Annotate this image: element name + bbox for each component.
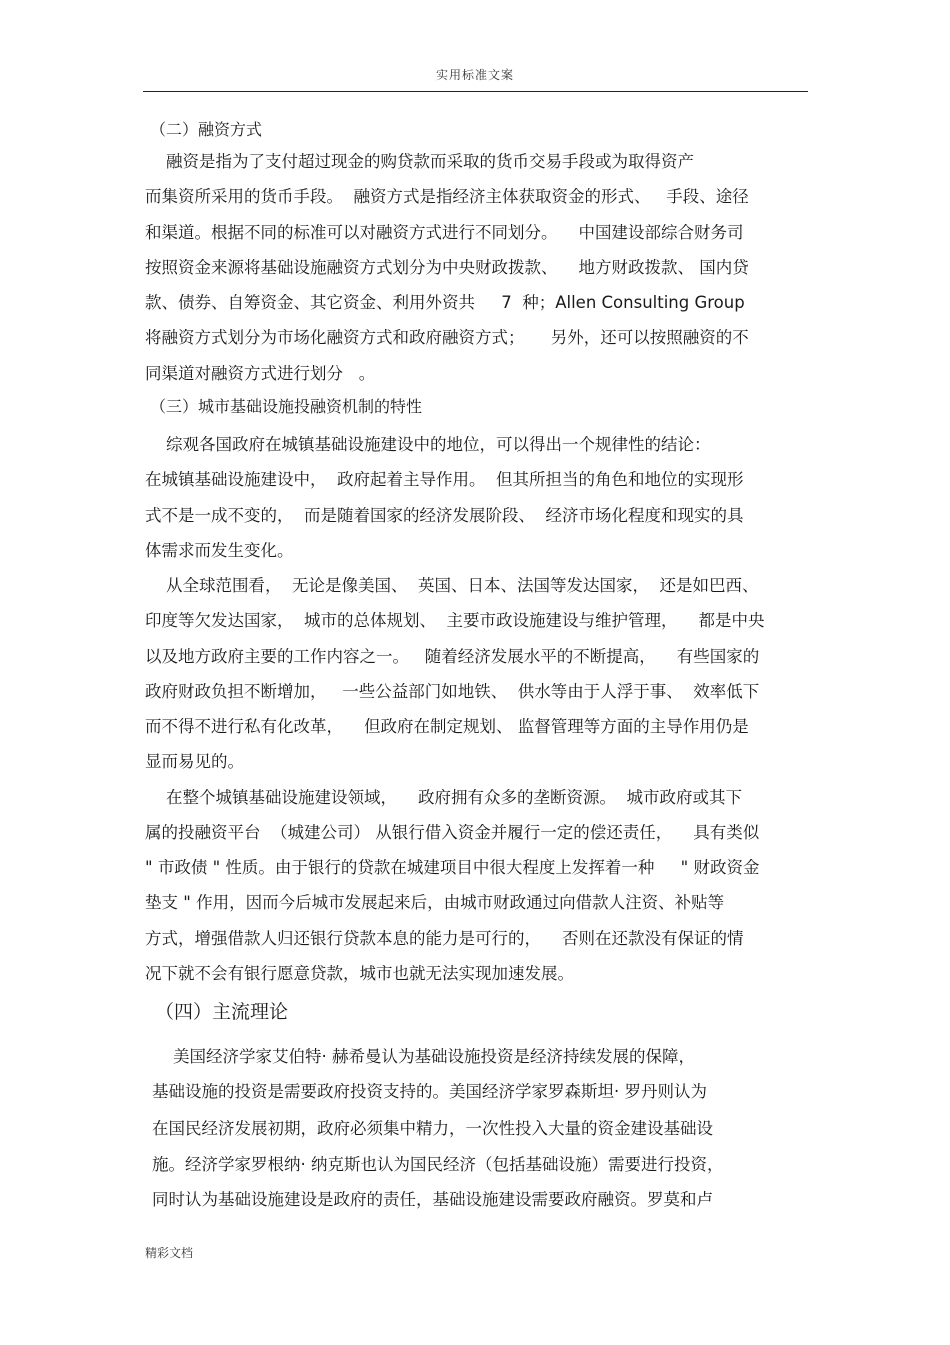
paragraph-line: 垫支 " 作用，因而今后城市发展起来后，由城市财政通过向借款人注资、补贴等 — [145, 893, 725, 912]
paragraph-line: 在整个城镇基础设施建设领域， 政府拥有众多的垄断资源。 城市政府或其下 — [145, 788, 742, 807]
paragraph-line: 将融资方式划分为市场化融资方式和政府融资方式； 另外，还可以按照融资的不 — [145, 328, 749, 347]
paragraph-line: 和渠道。根据不同的标准可以对融资方式进行不同划分。 中国建设部综合财务司 — [145, 223, 744, 242]
paragraph-line: 显而易见的。 — [145, 752, 244, 771]
paragraph-line: 款、债券、自筹资金、其它资金、利用外资共 7 种；Allen Consulting Group — [145, 293, 745, 312]
paragraph-line: 按照资金来源将基础设施融资方式划分为中央财政拨款、 地方财政拨款、 国内贷 — [145, 258, 749, 277]
paragraph-line: 属的投融资平台 （城建公司） 从银行借入资金并履行一定的偿还责任， 具有类似 — [145, 823, 760, 842]
paragraph-line: 在国民经济发展初期，政府必须集中精力，一次性投入大量的资金建设基础设 — [152, 1119, 713, 1138]
paragraph-line: 从全球范围看， 无论是像美国、 英国、日本、法国等发达国家， 还是如巴西、 — [145, 576, 759, 595]
section-heading: （四）主流理论 — [155, 1001, 289, 1023]
paragraph-line: 综观各国政府在城镇基础设施建设中的地位，可以得出一个规律性的结论： — [145, 435, 711, 454]
paragraph-line: 融资是指为了支付超过现金的购贷款而采取的货币交易手段或为取得资产 — [145, 152, 694, 171]
section-heading: （二）融资方式 — [150, 120, 263, 139]
paragraph-line: 基础设施的投资是需要政府投资支持的。美国经济学家罗森斯坦· 罗丹则认为 — [152, 1082, 707, 1101]
paragraph-line: 美国经济学家艾伯特· 赫希曼认为基础设施投资是经济持续发展的保障， — [152, 1047, 695, 1066]
paragraph-line: 在城镇基础设施建设中， 政府起着主导作用。 但其所担当的角色和地位的实现形 — [145, 470, 744, 489]
paragraph-line: 以及地方政府主要的工作内容之一。 随着经济发展水平的不断提高， 有些国家的 — [145, 647, 760, 666]
paragraph-line: 而集资所采用的货币手段。 融资方式是指经济主体获取资金的形式、 手段、途径 — [145, 187, 749, 206]
paragraph-line: 政府财政负担不断增加， 一些公益部门如地铁、 供水等由于人浮于事、 效率低下 — [145, 682, 760, 701]
section-heading: （三）城市基础设施投融资机制的特性 — [150, 397, 423, 416]
paragraph-line: 施。经济学家罗根纳· 纳克斯也认为国民经济（包括基础设施）需要进行投资， — [152, 1155, 724, 1174]
paragraph-line: 印度等欠发达国家， 城市的总体规划、 主要市政设施建设与维护管理， 都是中央 — [145, 611, 765, 630]
paragraph-line: 同渠道对融资方式进行划分 。 — [145, 364, 376, 383]
paragraph-line: " 市政债 " 性质。由于银行的贷款在城建项目中很大程度上发挥着一种 " 财政资金 — [145, 858, 760, 877]
header-divider — [143, 91, 808, 92]
paragraph-line: 而不得不进行私有化改革， 但政府在制定规划、 监督管理等方面的主导作用仍是 — [145, 717, 749, 736]
paragraph-line: 方式，增强借款人归还银行贷款本息的能力是可行的， 否则在还款没有保证的情 — [145, 929, 744, 948]
paragraph-line: 体需求而发生变化。 — [145, 541, 294, 560]
paragraph-line: 况下就不会有银行愿意贷款，城市也就无法实现加速发展。 — [145, 964, 574, 983]
header-title: 实用标准文案 — [435, 68, 514, 82]
paragraph-line: 式不是一成不变的， 而是随着国家的经济发展阶段、 经济市场化程度和现实的具 — [145, 506, 744, 525]
page-footer: 精彩文档 — [145, 1246, 194, 1260]
paragraph-line: 同时认为基础设施建设是政府的责任，基础设施建设需要政府融资。罗莫和卢 — [152, 1190, 713, 1209]
